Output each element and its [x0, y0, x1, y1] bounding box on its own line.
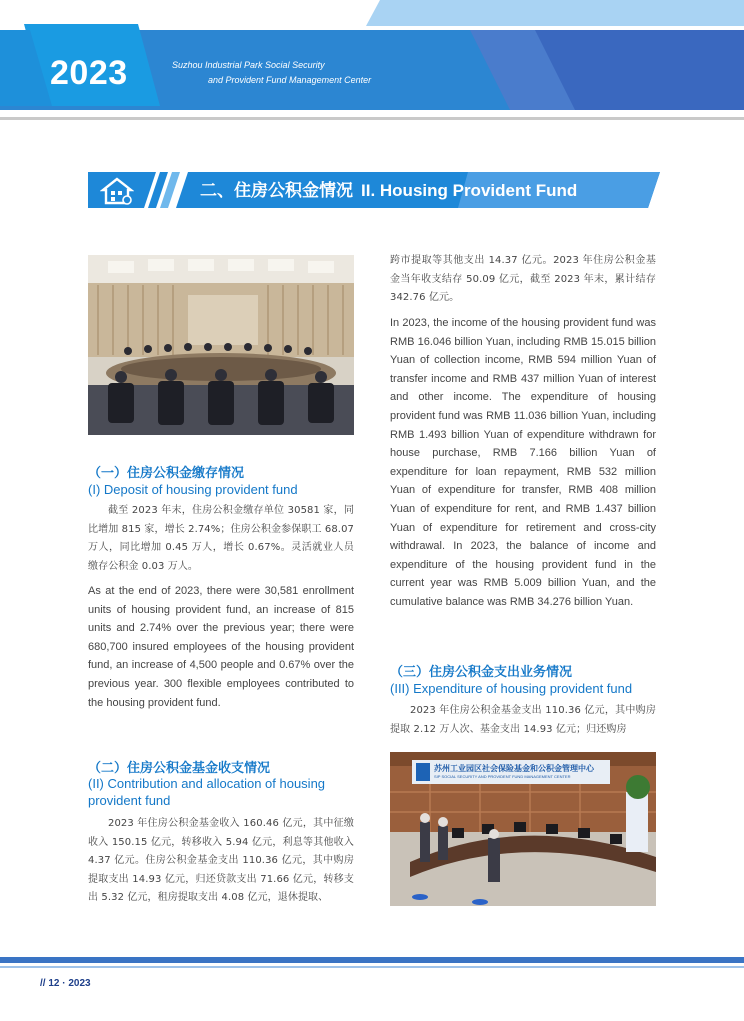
subheading-expenditure-cn: （三）住房公积金支出业务情况: [390, 665, 573, 680]
report-year: 2023: [50, 54, 128, 92]
meeting-photo: [88, 255, 354, 435]
fund-paragraph-cn: 2023 年住房公积金基金收入 160.46 亿元，其中征缴收入 150.15 亿元，转移收入 5.94 亿元，利息等其他收入 4.37 亿元。住房公积金基金支出 110.36 亿元，其中购房提取支出 14.93 亿元，归还贷款支出 71.66 亿元，转移支出 5.32 亿元，租房提取支出 4.08 亿元，退休提取、: [88, 818, 354, 903]
subheading-fund-cn: （二）住房公积金基金收支情况: [88, 761, 271, 776]
org-name-line2: and Provident Fund Management Center: [208, 75, 372, 85]
fund-paragraph-cn-continued: 跨市提取等其他支出 14.37 亿元。2023 年住房公积金基金当年收支结存 50.09 亿元，截至 2023 年末，累计结存 342.76 亿元。: [390, 255, 656, 303]
expenditure-paragraph-cn: 2023 年住房公积金基金支出 110.36 亿元，其中购房提取 2.12 万人次、基金支出 14.93 亿元；归还购房: [390, 705, 656, 735]
section-title-cn: 二、住房公积金情况: [200, 181, 353, 200]
section-title: [200, 176, 577, 201]
fund-paragraph-en: In 2023, the income of the housing provident fund was RMB 16.046 billion Yuan, including RMB 15.015 billion Yuan of collection income, RMB 594 million Yuan of transfer income and RMB 437 million Yuan of interest and other income. The expenditure of housing provident fund was RMB 11.036 billion Yuan, including RMB 1.493 billion Yuan of expenditure withdrawn for house purchase, RMB 7.166 billion Yuan of expenditure for loan repayment, RMB 532 million Yuan of expenditure for transfer, RMB 408 million Yuan of expenditure for rent, and RMB 1.437 billion Yuan of expenditure for retirement and cross-city withdrawal. In 2023, the balance of income and expenditure of the housing provident fund in the current year was RMB 5.009 billion Yuan, and the cumulative balance was RMB 34.276 billion Yuan.: [390, 317, 656, 608]
footer-line: [0, 966, 744, 968]
subheading-expenditure-en: (III) Expenditure of housing provident fund: [390, 681, 633, 696]
house-coin-icon: [100, 177, 134, 205]
subheading-deposit-en: (I) Deposit of housing provident fund: [88, 482, 298, 497]
deposit-paragraph-cn: 截至 2023 年末，住房公积金缴存单位 30581 家，同比增加 815 家，增长 2.74%；住房公积金参保职工 68.07 万人，同比增加 0.45 万人，增长 0.67%。灵活就业人员缴存公积金 0.03 万人。: [88, 505, 354, 572]
subheading-deposit-cn: （一）住房公积金缴存情况: [88, 466, 245, 481]
org-name-line1: Suzhou Industrial Park Social Security: [172, 60, 325, 70]
section-title-en: II. Housing Provident Fund: [361, 181, 578, 200]
header-divider: [0, 117, 744, 120]
deposit-paragraph-en: As at the end of 2023, there were 30,581 enrollment units of housing provident fund, an increase of 815 units and 2.74% over the previous year; there were 680,700 insured employees of the housing provident fund, an increase of 4,500 people and 0.67% over the previous year. 300 flexible employees contributed to the housing provident fund.: [88, 585, 354, 709]
page-number: // 12 · 2023: [40, 978, 91, 989]
footer-bar: [0, 957, 744, 963]
hall-sign-cn: 苏州工业园区社会保险基金和公积金管理中心: [434, 764, 594, 773]
service-hall-photo: [390, 752, 656, 906]
hall-sign-en: SIP SOCIAL SECURITY AND PROVIDENT FUND MANAGEMENT CENTER: [434, 774, 571, 779]
subheading-fund-en: (II) Contribution and allocation of housing provident fund: [88, 776, 326, 808]
